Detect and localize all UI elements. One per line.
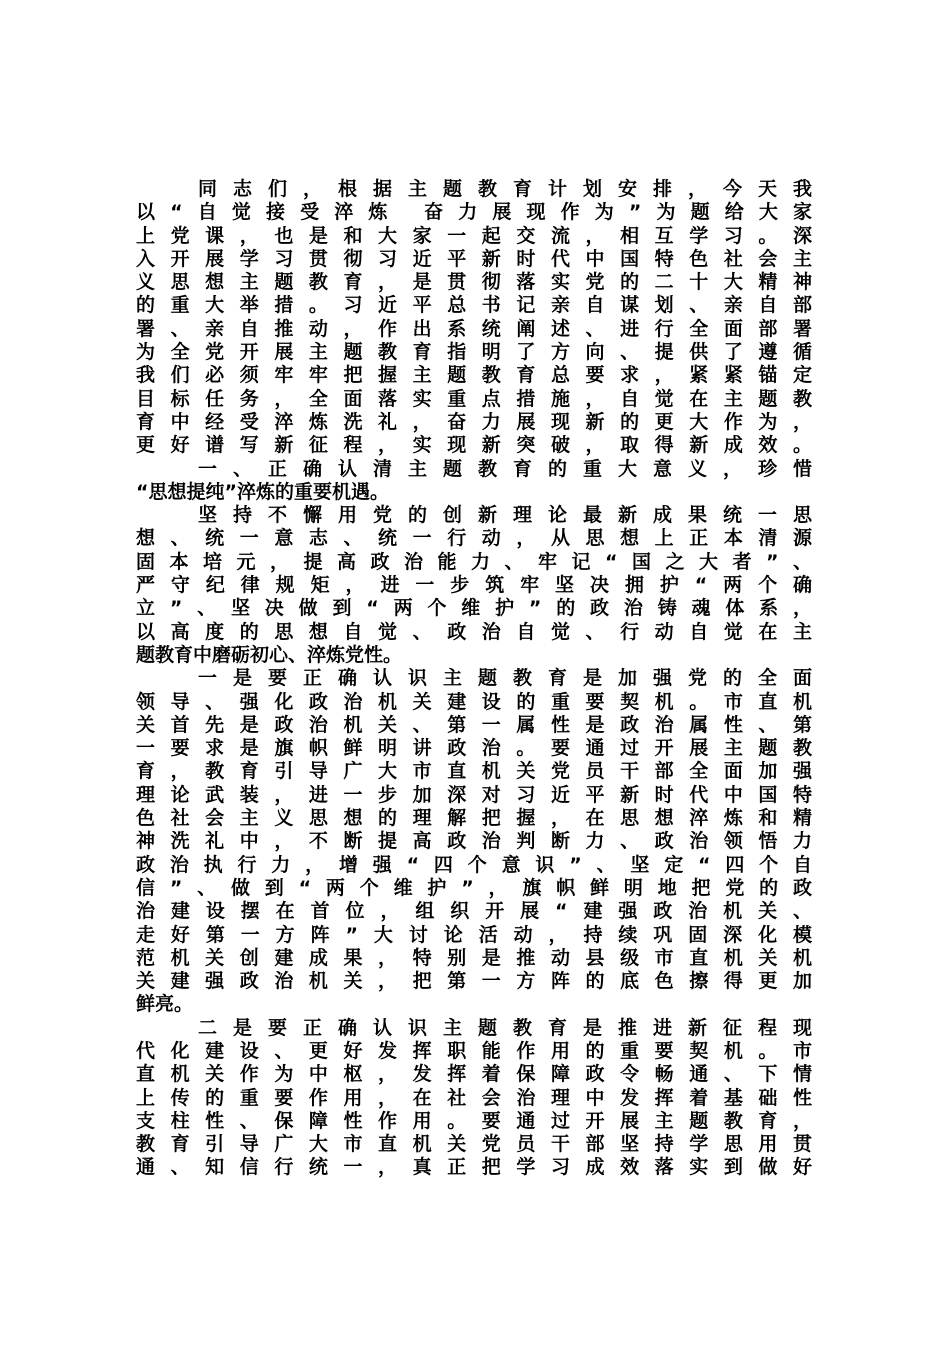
text-line: 署、亲自推动，作出系统阐述、进行全面部署 <box>136 317 812 340</box>
text-line: 支柱性、保障性作用。要通过开展主题教育， <box>136 1109 812 1132</box>
text-line: 上传的重要作用，在社会治理中发挥着基础性 <box>136 1086 812 1109</box>
text-line: 以“自觉接受淬炼 奋力展现作为”为题给大家 <box>136 201 812 224</box>
text-line: 上党课，也是和大家一起交流，相互学习。深 <box>136 224 812 247</box>
text-line: 更好谱写新征程，实现新突破，取得新成效。 <box>136 434 812 457</box>
text-line: 目标任务，全面落实重点措施，自觉在主题教 <box>136 387 812 410</box>
text-line: 信”、做到“两个维护”，旗帜鲜明地把党的政 <box>136 876 812 899</box>
text-line: “思想提纯”淬炼的重要机遇。 <box>136 480 389 503</box>
text-line: 严守纪律规矩，进一步筑牢坚决拥护“两个确 <box>136 574 812 597</box>
text-line: 走好第一方阵”大讨论活动，持续巩固深化模 <box>136 923 812 946</box>
text-line: 代化建设、更好发挥职能作用的重要契机。市 <box>136 1039 812 1062</box>
text-line: 的重大举措。习近平总书记亲自谋划、亲自部 <box>136 294 812 317</box>
text-line: 为全党开展主题教育指明了方向、提供了遵循 <box>136 341 812 364</box>
text-line: 二是要正确认识主题教育是推进新征程现 <box>182 1016 812 1039</box>
text-line: 神洗礼中，不断提高政治判断力、政治领悟力 <box>136 830 812 853</box>
text-line: 题教育中磨砺初心、淬炼党性。 <box>136 643 403 666</box>
text-line: 以高度的思想自觉、政治自觉、行动自觉在主 <box>136 620 812 643</box>
text-line: 育，教育引导广大市直机关党员干部全面加强 <box>136 760 812 783</box>
text-line: 关建强政治机关，把第一方阵的底色擦得更加 <box>136 970 812 993</box>
text-line: 同志们，根据主题教育计划安排，今天我 <box>182 178 812 200</box>
document-body <box>136 178 812 1180</box>
text-line: 立”、坚决做到“两个维护”的政治铸魂体系， <box>136 597 812 620</box>
text-line: 想、统一意志、统一行动，从思想上正本清源 <box>136 527 812 550</box>
text-line: 直机关作为中枢，发挥着保障政令畅通、下情 <box>136 1063 812 1086</box>
text-line: 领导、强化政治机关建设的重要契机。市直机 <box>136 690 812 713</box>
text-line: 一是要正确认识主题教育是加强党的全面 <box>182 667 812 690</box>
text-line: 通、知信行统一，真正把学习成效落实到做好 <box>136 1156 812 1179</box>
text-line: 入开展学习贯彻习近平新时代中国特色社会主 <box>136 247 812 270</box>
text-line: 范机关创建成果，特别是推动县级市直机关机 <box>136 946 812 969</box>
text-line: 固本培元，提高政治能力、牢记“国之大者”、 <box>136 550 812 573</box>
text-line: 关首先是政治机关、第一属性是政治属性、第 <box>136 713 812 736</box>
text-line: 政治执行力，增强“四个意识”、坚定“四个自 <box>136 853 812 876</box>
text-line: 坚持不懈用党的创新理论最新成果统一思 <box>182 504 812 527</box>
text-line: 教育引导广大市直机关党员干部坚持学思用贯 <box>136 1133 812 1156</box>
text-line: 义思想主题教育，是贯彻落实党的二十大精神 <box>136 271 812 294</box>
text-line: 我们必须牢牢把握主题教育总要求，紧紧锚定 <box>136 364 812 387</box>
text-line: 一要求是旗帜鲜明讲政治。要通过开展主题教 <box>136 737 812 760</box>
text-line: 育中经受淬炼洗礼，奋力展现新的更大作为， <box>136 410 812 433</box>
text-line: 治建设摆在首位，组织开展“建强政治机关、 <box>136 900 812 923</box>
text-line: 色社会主义思想的理解把握，在思想淬炼和精 <box>136 807 812 830</box>
text-line: 鲜亮。 <box>136 993 194 1016</box>
text-line: 一、正确认清主题教育的重大意义，珍惜 <box>182 457 812 480</box>
text-line: 理论武装，进一步加深对习近平新时代中国特 <box>136 783 812 806</box>
